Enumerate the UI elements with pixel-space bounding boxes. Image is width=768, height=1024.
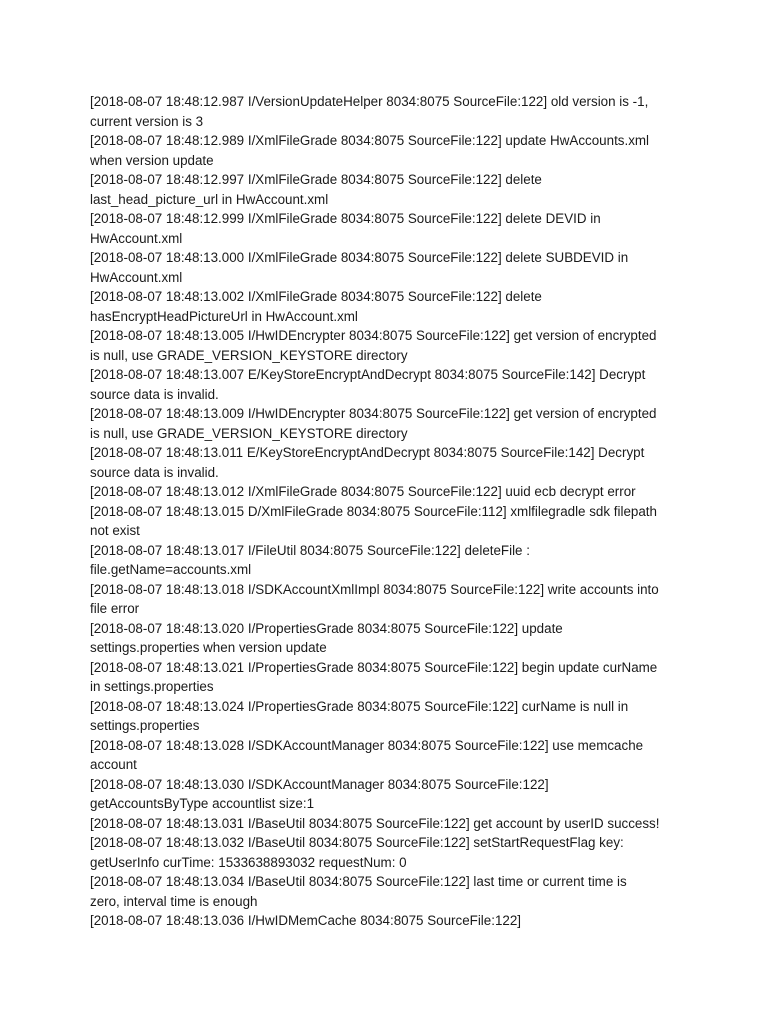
log-line: [2018-08-07 18:48:13.000 I/XmlFileGrade 8034:8075 SourceFile:122] delete SUBDEVID in HwAccount.xml [90,250,629,285]
log-line: [2018-08-07 18:48:13.007 E/KeyStoreEncryptAndDecrypt 8034:8075 SourceFile:142] Decrypt source data is invalid. [90,367,646,402]
log-line: [2018-08-07 18:48:12.997 I/XmlFileGrade 8034:8075 SourceFile:122] delete last_head_picture_url in HwAccount.xml [90,172,542,207]
log-line: [2018-08-07 18:48:12.987 I/VersionUpdateHelper 8034:8075 SourceFile:122] old version is -1, current version is 3 [90,94,649,129]
log-line: [2018-08-07 18:48:13.020 I/PropertiesGrade 8034:8075 SourceFile:122] update settings.properties when version update [90,620,563,655]
log-line: [2018-08-07 18:48:13.012 I/XmlFileGrade 8034:8075 SourceFile:122] uuid ecb decrypt error [90,484,636,499]
log-document [90,92,680,931]
log-line: [2018-08-07 18:48:13.028 I/SDKAccountManager 8034:8075 SourceFile:122] use memcache account [90,737,644,772]
log-line: [2018-08-07 18:48:13.005 I/HwIDEncrypter 8034:8075 SourceFile:122] get version of encrypted is null, use GRADE_VERSION_KEYSTORE directory [90,328,657,363]
log-line: [2018-08-07 18:48:13.011 E/KeyStoreEncryptAndDecrypt 8034:8075 SourceFile:142] Decrypt source data is invalid. [90,445,645,480]
log-line: [2018-08-07 18:48:13.034 I/BaseUtil 8034:8075 SourceFile:122] last time or current time is zero, interval time is enough [90,874,627,909]
log-line: [2018-08-07 18:48:13.018 I/SDKAccountXmlImpl 8034:8075 SourceFile:122] write accounts into file error [90,581,659,616]
log-line: [2018-08-07 18:48:13.017 I/FileUtil 8034:8075 SourceFile:122] deleteFile : file.getName=accounts.xml [90,542,530,577]
log-line: [2018-08-07 18:48:13.015 D/XmlFileGrade 8034:8075 SourceFile:112] xmlfilegradle sdk filepath not exist [90,503,657,538]
log-line: [2018-08-07 18:48:13.009 I/HwIDEncrypter 8034:8075 SourceFile:122] get version of encrypted is null, use GRADE_VERSION_KEYSTORE directory [90,406,657,441]
log-line: [2018-08-07 18:48:12.989 I/XmlFileGrade 8034:8075 SourceFile:122] update HwAccounts.xml when version update [90,133,650,168]
log-line: [2018-08-07 18:48:13.002 I/XmlFileGrade 8034:8075 SourceFile:122] delete hasEncryptHeadPictureUrl in HwAccount.xml [90,289,542,324]
log-line: [2018-08-07 18:48:13.036 I/HwIDMemCache 8034:8075 SourceFile:122] [90,913,522,928]
log-line: [2018-08-07 18:48:13.021 I/PropertiesGrade 8034:8075 SourceFile:122] begin update curName in settings.properties [90,659,658,694]
log-line: [2018-08-07 18:48:13.024 I/PropertiesGrade 8034:8075 SourceFile:122] curName is null in settings.properties [90,698,629,733]
log-line: [2018-08-07 18:48:12.999 I/XmlFileGrade 8034:8075 SourceFile:122] delete DEVID in HwAccount.xml [90,211,601,246]
log-line: [2018-08-07 18:48:13.032 I/BaseUtil 8034:8075 SourceFile:122] setStartRequestFlag key: getUserInfo curTime: 1533638893032 requestNum: 0 [90,835,624,870]
log-line: [2018-08-07 18:48:13.031 I/BaseUtil 8034:8075 SourceFile:122] get account by userID success! [90,815,660,831]
log-line: [2018-08-07 18:48:13.030 I/SDKAccountManager 8034:8075 SourceFile:122] getAccountsByType accountlist size:1 [90,776,549,811]
